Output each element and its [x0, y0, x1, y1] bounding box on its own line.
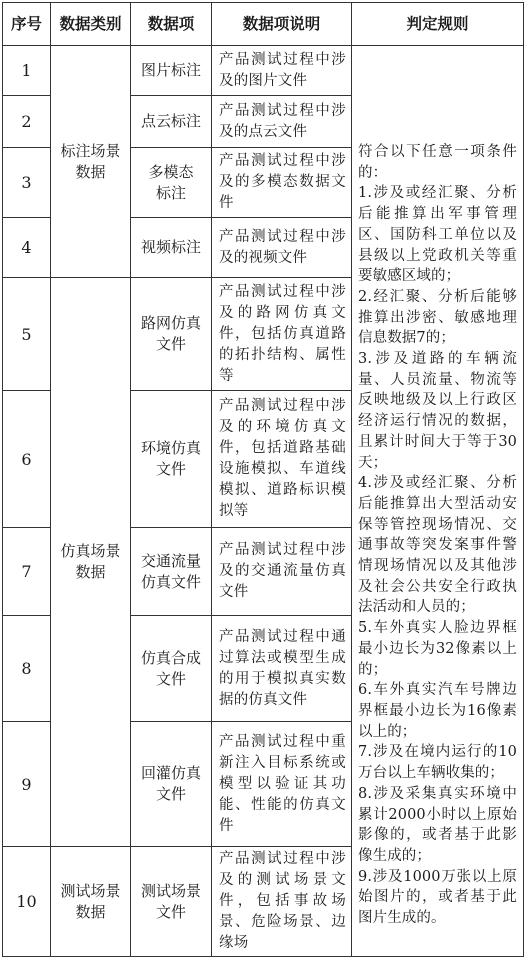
category-label: 测试场景 数据: [60, 881, 121, 921]
item-cell: [131, 278, 212, 391]
classification-table: [2, 2, 524, 957]
description-cell: 产品测试过程中涉及的视频文件: [212, 218, 352, 278]
category-label: 仿真场景 数据: [60, 542, 121, 581]
header-category: 数据类别: [51, 3, 131, 46]
item-cell: [131, 391, 212, 528]
description-cell: 产品测试过程中涉及的交通流量仿真文件: [212, 528, 352, 616]
rule-item: 7.涉及在境内运行的10万台以上车辆收集的；: [358, 744, 517, 782]
category-cell: [51, 278, 131, 847]
item-cell: [131, 46, 212, 96]
rule-item: 8.涉及采集真实环境中累计2000小时以上原始影像的，或者基于此影像生成的；: [358, 785, 517, 864]
rule-item: 4.涉及或经汇聚、分析后能推算出大型活动安保等管控现场情况、交通事故等突发案事件警情现场情况以及其他涉及社会公共安全行政执法活动和人员的；: [358, 475, 517, 616]
header-seq: 序号: [3, 3, 51, 46]
rule-item: 6.车外真实汽车号牌边界框最小边长为16像素以上的；: [358, 682, 517, 740]
item-cell: [131, 722, 212, 847]
description-cell: 产品测试过程中涉及的点云文件: [212, 96, 352, 148]
item-cell: [131, 218, 212, 278]
item-label: 测试场景 文件: [140, 881, 201, 921]
rule-cell: [352, 46, 524, 957]
rule-item: 9.涉及1000万张以上原始图片的，或者基于此图片生成的。: [358, 868, 517, 927]
rule-item: 2.经汇聚、分析后能够推算出涉密、敏感地理信息数据7的；: [358, 288, 517, 347]
item-label: 点云标注: [140, 112, 201, 130]
header-rule: 判定规则: [352, 3, 524, 46]
item-label: 多模态 标注: [148, 162, 194, 202]
row-number: 7: [3, 528, 51, 616]
header-row: [3, 3, 524, 46]
item-label: 回灌仿真 文件: [140, 764, 201, 803]
rule-item: 1.涉及或经汇聚、分析后能推算出军事管理区、国防科工单位以及县级以上党政机关等重要敏感区域的；: [358, 185, 517, 285]
item-cell: [131, 528, 212, 616]
description-cell: 产品测试过程中涉及的环境仿真文件，包括道路基础设施模拟、车道线模拟、道路标识模拟等: [212, 391, 352, 528]
item-label: 路网仿真 文件: [140, 314, 201, 353]
description-cell: 产品测试过程中通过算法或模型生成的用于模拟真实数据的仿真文件: [212, 616, 352, 722]
item-cell: [131, 847, 212, 957]
row-number: 2: [3, 96, 51, 148]
row-number: 10: [3, 847, 51, 957]
category-cell: [51, 847, 131, 957]
item-label: 仿真合成 文件: [140, 648, 201, 688]
description-cell: 产品测试过程中涉及的路网仿真文件，包括仿真道路的拓扑结构、属性等: [212, 278, 352, 391]
item-label: 交通流量 仿真文件: [140, 551, 201, 591]
description-cell: 产品测试过程中涉及的多模态数据文件: [212, 148, 352, 218]
row-number: 8: [3, 616, 51, 722]
rule-intro: 符合以下任意一项条件的：: [358, 144, 517, 181]
table-row: [3, 46, 524, 96]
row-number: 9: [3, 722, 51, 847]
row-number: 4: [3, 218, 51, 278]
item-cell: [131, 96, 212, 148]
item-label: 环境仿真 文件: [140, 439, 201, 478]
rule-item: 3.涉及道路的车辆流量、人员流量、物流等反映地级及以上行政区经济运行情况的数据，且累计时间大于等于30天；: [358, 351, 517, 471]
item-label: 图片标注: [140, 61, 201, 79]
header-item: 数据项: [131, 3, 212, 46]
row-number: 3: [3, 148, 51, 218]
row-number: 1: [3, 46, 51, 96]
header-description: 数据项说明: [212, 3, 352, 46]
description-cell: 产品测试过程中重新注入目标系统或模型以验证其功能、性能的仿真文件: [212, 722, 352, 847]
item-label: 视频标注: [140, 238, 201, 256]
item-cell: [131, 616, 212, 722]
category-label: 标注场景 数据: [60, 141, 121, 181]
description-cell: 产品测试过程中涉及的测试场景文件，包括事故场景、危险场景、边缘场: [212, 847, 352, 957]
description-cell: 产品测试过程中涉及的图片文件: [212, 46, 352, 96]
row-number: 5: [3, 278, 51, 391]
category-cell: [51, 46, 131, 278]
row-number: 6: [3, 391, 51, 528]
rule-item: 5.车外真实人脸边界框最小边长为32像素以上的；: [358, 620, 517, 678]
item-cell: [131, 148, 212, 218]
